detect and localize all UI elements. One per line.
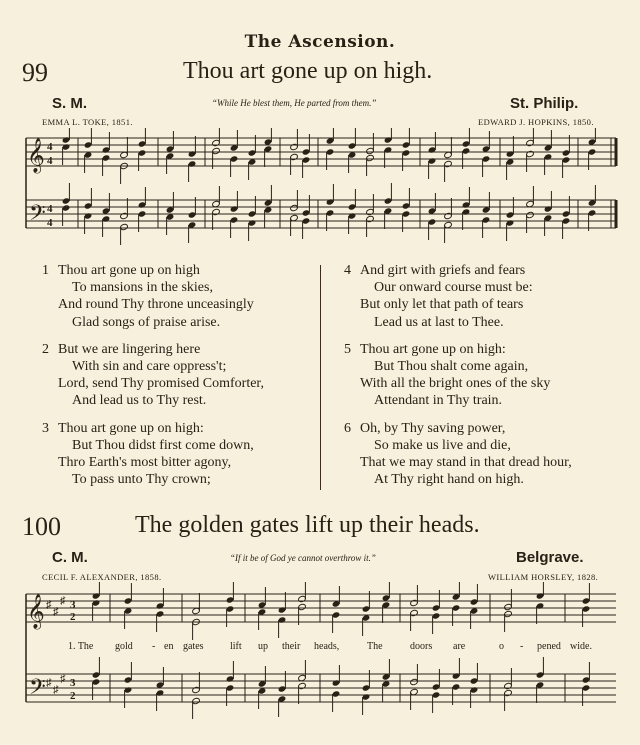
svg-text:4: 4	[47, 217, 53, 229]
verse-line: At Thy right hand on high.	[374, 472, 524, 488]
section-title: The Ascension.	[244, 32, 396, 52]
lyric-syllable: -	[152, 641, 156, 652]
verse-6	[344, 420, 634, 489]
tune-name: St. Philip.	[510, 95, 579, 112]
text-author: CECIL F. ALEXANDER, 1858.	[42, 572, 162, 582]
lyric-syllable: pened	[537, 641, 561, 652]
verse-number: 6	[344, 420, 351, 436]
svg-text:4: 4	[47, 155, 53, 167]
verse-2	[42, 341, 312, 410]
lyric-syllable: heads,	[314, 641, 340, 652]
hymn-meter: C. M.	[52, 549, 88, 566]
verse-line: And girt with griefs and fears	[360, 263, 526, 278]
verse-line: So make us live and die,	[374, 437, 511, 453]
lyric-syllable: are	[453, 641, 466, 652]
verses-left-column	[42, 262, 312, 488]
lyric-syllable: gates	[183, 641, 204, 652]
verse-line: To pass unto Thy crown;	[72, 472, 211, 488]
verse-line: That we may stand in that dread hour,	[360, 455, 572, 471]
verse-line: Our onward course must be:	[374, 280, 533, 296]
verse-1	[42, 262, 312, 331]
column-divider	[320, 265, 321, 490]
svg-text:♯: ♯	[60, 595, 66, 607]
verse-line: Thro Earth's most bitter agony,	[58, 455, 232, 471]
verse-line: Glad songs of praise arise.	[72, 314, 221, 330]
verse-3	[42, 420, 312, 489]
svg-text:2: 2	[70, 690, 76, 702]
lyric-syllable: doors	[410, 641, 433, 652]
verse-line: But Thou shalt come again,	[374, 359, 529, 375]
hymn-title: Thou art gone up on high.	[183, 58, 433, 84]
svg-text:♯: ♯	[60, 673, 66, 685]
verse-line: But Thou didst first come down,	[72, 437, 254, 453]
verse-line: Lead us at last to Thee.	[374, 314, 504, 330]
svg-text:𝄢: 𝄢	[29, 201, 46, 231]
svg-text:3: 3	[70, 599, 76, 611]
verse-5	[344, 341, 634, 410]
svg-text:♯: ♯	[46, 677, 52, 689]
hymn-epigraph: “If it be of God ye cannot overthrow it.”	[230, 553, 376, 563]
verse-number: 2	[42, 341, 49, 357]
hymn-number: 99	[22, 58, 48, 87]
verse-4	[344, 262, 634, 331]
svg-text:𝄢: 𝄢	[29, 675, 46, 705]
music-score-hymn-99	[0, 128, 640, 246]
verse-number: 3	[42, 420, 49, 436]
verse-line: Thou art gone up on high:	[58, 420, 204, 436]
verse-line: Attendant in Thy train.	[374, 393, 503, 409]
verse-line: Thou art gone up on high	[58, 263, 200, 278]
text-author: EMMA L. TOKE, 1851.	[42, 117, 133, 127]
verse-number: 4	[344, 263, 351, 278]
verse-number: 5	[344, 341, 351, 357]
verse-number: 1	[42, 263, 49, 278]
svg-text:♯: ♯	[53, 684, 59, 696]
hymn-meter: S. M.	[52, 95, 88, 112]
verse-line: And round Thy throne unceasingly	[58, 297, 254, 313]
music-composer: WILLIAM HORSLEY, 1828.	[488, 572, 599, 582]
music-score-hymn-100	[0, 582, 640, 745]
lyric-syllable: 1. The	[68, 641, 94, 652]
verse-line: Lord, send Thy promised Comforter,	[58, 376, 265, 392]
lyric-syllable: o	[499, 641, 504, 652]
svg-text:4: 4	[47, 203, 53, 215]
svg-text:2: 2	[70, 611, 76, 623]
lyric-syllable: -	[520, 641, 524, 652]
lyric-syllable: The	[367, 641, 383, 652]
verse-line: Thou art gone up on high:	[360, 341, 506, 357]
svg-text:3: 3	[70, 677, 76, 689]
verse-line: With all the bright ones of the sky	[360, 376, 551, 392]
lyric-syllable: gold	[115, 641, 133, 652]
verse-line: To mansions in the skies,	[72, 280, 213, 296]
verse-line: Oh, by Thy saving power,	[360, 420, 506, 436]
hymn-number: 100	[22, 512, 61, 541]
verses-right-column	[344, 262, 634, 488]
hymn-epigraph: “While He blest them, He parted from them.”	[212, 98, 377, 108]
svg-text:4: 4	[47, 141, 53, 153]
svg-text:♯: ♯	[46, 599, 52, 611]
verse-line: But we are lingering here	[58, 341, 201, 357]
lyric-syllable: lift	[230, 641, 242, 652]
tune-name: Belgrave.	[516, 549, 584, 566]
music-composer: EDWARD J. HOPKINS, 1850.	[478, 117, 594, 127]
lyric-syllable: wide.	[570, 641, 592, 652]
lyric-syllable: en	[164, 641, 174, 652]
verse-line: With sin and care oppress't;	[72, 359, 227, 375]
lyric-syllable: up	[258, 641, 268, 652]
svg-text:𝄞: 𝄞	[27, 138, 45, 173]
svg-text:𝄞: 𝄞	[27, 594, 45, 629]
verse-line: But only let that path of tears	[360, 297, 524, 313]
svg-text:♯: ♯	[53, 606, 59, 618]
hymn-title: The golden gates lift up their heads.	[135, 512, 480, 538]
verse-line: And lead us to Thy rest.	[72, 393, 207, 409]
lyric-syllable: their	[282, 641, 301, 652]
